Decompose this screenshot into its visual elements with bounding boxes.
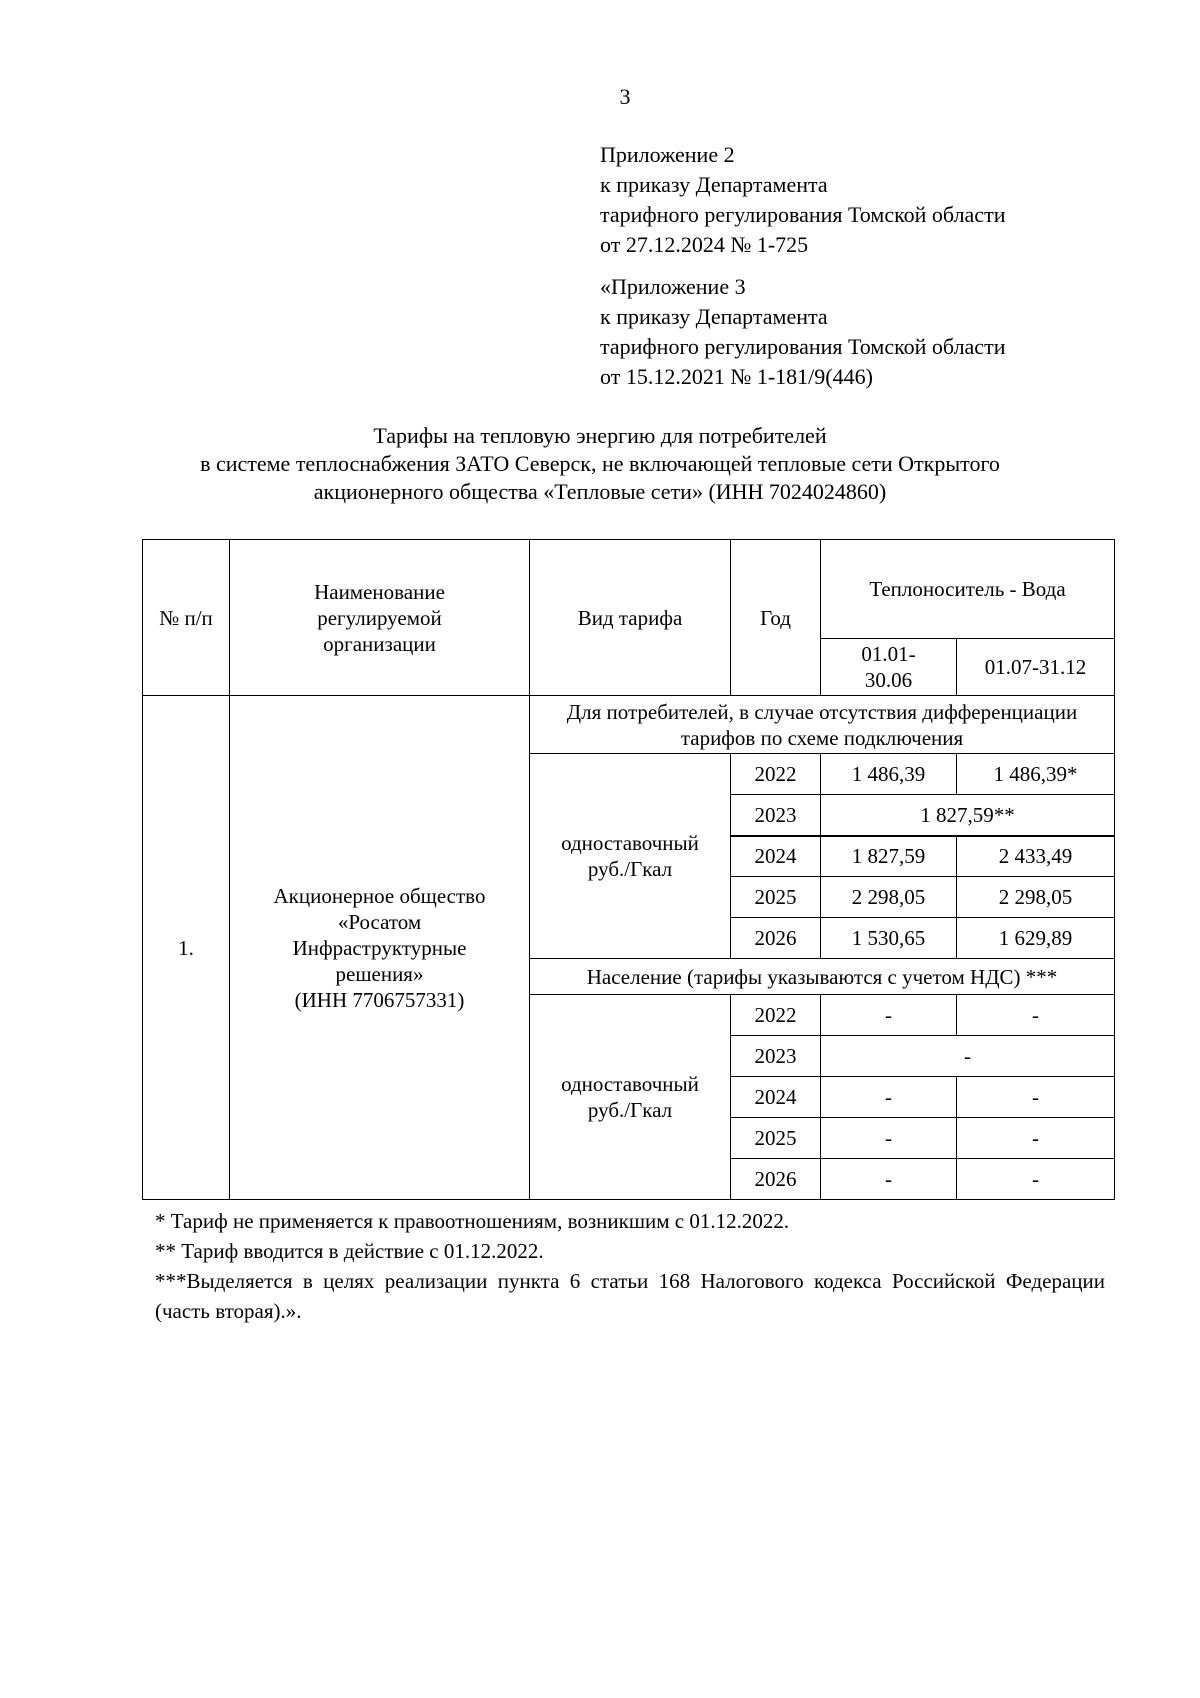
org-line1: Акционерное общество bbox=[273, 883, 486, 908]
tariff-value-p1: 1 530,65 bbox=[821, 918, 957, 959]
tariff-value-merged: 1 827,59** bbox=[821, 795, 1115, 836]
title-line1: Тарифы на тепловую энергию для потребителей bbox=[373, 423, 827, 448]
header-period-2: 01.07-31.12 bbox=[957, 639, 1115, 696]
org-line2: «Росатом bbox=[337, 909, 422, 934]
tariff-value-p1: 1 486,39 bbox=[821, 754, 957, 795]
org-name bbox=[230, 696, 530, 1200]
tariff-value-p2: 2 298,05 bbox=[957, 877, 1115, 918]
appendix-old-title: «Приложение 3 bbox=[600, 274, 746, 299]
year-cell: 2022 bbox=[731, 995, 821, 1036]
appendix-old-line1: к приказу Департамента bbox=[600, 304, 828, 329]
appendix-block-old bbox=[600, 272, 1005, 392]
year-cell: 2026 bbox=[731, 918, 821, 959]
tariff-value-p1: - bbox=[821, 995, 957, 1036]
title-line3: акционерного общества «Тепловые сети» (ИНН 7024024860) bbox=[313, 479, 887, 504]
tariff-value-merged: - bbox=[821, 1036, 1115, 1077]
tariff-value-p2: 1 629,89 bbox=[957, 918, 1115, 959]
header-period-1: 01.01-30.06 bbox=[821, 639, 957, 696]
section-header-population: Население (тарифы указываются с учетом НДС) *** bbox=[530, 959, 1115, 995]
header-org: Наименование регулируемой организации bbox=[230, 540, 530, 696]
tariff-value-p2: 2 433,49 bbox=[957, 836, 1115, 877]
year-cell: 2023 bbox=[731, 1036, 821, 1077]
tariff-value-p2: - bbox=[957, 995, 1115, 1036]
row-number: 1. bbox=[143, 696, 230, 1200]
year-cell: 2024 bbox=[731, 1077, 821, 1118]
table-row bbox=[143, 696, 1115, 754]
year-cell: 2022 bbox=[731, 754, 821, 795]
appendix-block-new bbox=[600, 140, 1005, 260]
tariff-value-p2: - bbox=[957, 1077, 1115, 1118]
tariff-value-p1: - bbox=[821, 1159, 957, 1200]
year-cell: 2024 bbox=[731, 836, 821, 877]
appendix-old-line3: от 15.12.2021 № 1-181/9(446) bbox=[600, 364, 873, 389]
appendix-new-title: Приложение 2 bbox=[600, 142, 735, 167]
org-line5: (ИНН 7706757331) bbox=[294, 987, 465, 1012]
section-header-consumers: Для потребителей, в случае отсутствия дифференциации тарифов по схеме подключения bbox=[530, 696, 1115, 754]
page-number: 3 bbox=[619, 84, 631, 109]
year-cell: 2025 bbox=[731, 877, 821, 918]
title-line2: в системе теплоснабжения ЗАТО Северск, не включающей тепловые сети Открытого bbox=[200, 451, 1000, 476]
footnote-3: ***Выделяется в целях реализации пункта 6 статьи 168 Налогового кодекса Российской Федерации (часть вторая).». bbox=[155, 1269, 1105, 1323]
year-cell: 2025 bbox=[731, 1118, 821, 1159]
appendix-old-line2: тарифного регулирования Томской области bbox=[600, 334, 1006, 359]
tariff-type-cell: одноставочный руб./Гкал bbox=[530, 995, 731, 1200]
tariff-type-cell: одноставочный руб./Гкал bbox=[530, 754, 731, 959]
tariff-value-p1: - bbox=[821, 1118, 957, 1159]
year-cell: 2026 bbox=[731, 1159, 821, 1200]
header-tariff-type: Вид тарифа bbox=[530, 540, 731, 696]
tariff-value-p1: 1 827,59 bbox=[821, 836, 957, 877]
footnote-1: * Тариф не применяется к правоотношениям, возникшим с 01.12.2022. bbox=[155, 1209, 790, 1233]
header-carrier: Теплоноситель - Вода bbox=[821, 540, 1115, 639]
footnote-2: ** Тариф вводится в действие с 01.12.2022. bbox=[155, 1239, 544, 1263]
tariff-value-p2: 1 486,39* bbox=[957, 754, 1115, 795]
table-header-row bbox=[143, 540, 1115, 639]
document-title bbox=[0, 422, 1200, 506]
tariff-value-p1: - bbox=[821, 1077, 957, 1118]
tariff-value-p1: 2 298,05 bbox=[821, 877, 957, 918]
header-year: Год bbox=[731, 540, 821, 696]
tariff-value-p2: - bbox=[957, 1159, 1115, 1200]
header-num: № п/п bbox=[143, 540, 230, 696]
footnotes bbox=[155, 1206, 1105, 1326]
org-line3: Инфраструктурные bbox=[292, 935, 467, 960]
appendix-new-line1: к приказу Департамента bbox=[600, 172, 828, 197]
tariff-table bbox=[142, 539, 1115, 1200]
year-cell: 2023 bbox=[731, 795, 821, 836]
org-line4: решения» bbox=[335, 961, 424, 986]
appendix-new-line3: от 27.12.2024 № 1-725 bbox=[600, 232, 809, 257]
tariff-value-p2: - bbox=[957, 1118, 1115, 1159]
appendix-new-line2: тарифного регулирования Томской области bbox=[600, 202, 1006, 227]
